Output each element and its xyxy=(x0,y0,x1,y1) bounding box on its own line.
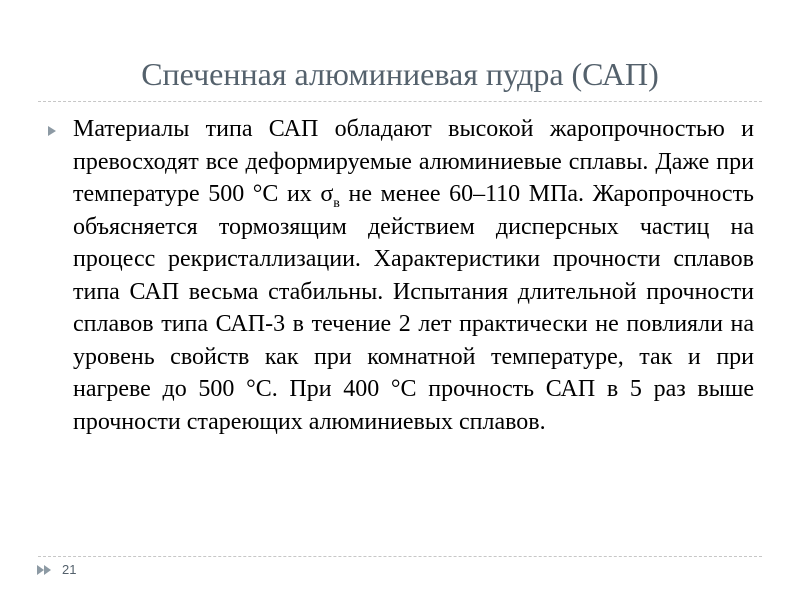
title-divider xyxy=(38,101,762,102)
chevron-right-icon xyxy=(37,565,44,575)
slide-content xyxy=(46,113,754,438)
footer-divider xyxy=(38,556,762,557)
triangle-bullet-icon xyxy=(48,126,56,136)
double-chevron-icon xyxy=(37,565,53,576)
body-text-part1: Материалы типа САП обладают высокой жаропрочностью и превосходят все деформируемые алюминиевые сплавы. Даже при температуре 500 °С их σ xyxy=(73,116,754,207)
body-text-part2: не менее 60–110 МПа. Жаропрочность объясняется тормозящим действием дисперсных частиц на процесс рекристаллизации. Характеристики прочности сплавов типа САП весьма стабильны. Испытания длительной прочности сплавов типа САП-3 в течение 2 лет практически не повлияли на уровень свойств как при комнатной температуре, так и при нагреве до 500 °С. При 400 °С прочность САП в 5 раз выше прочности стареющих алюминиевых сплавов. xyxy=(73,181,754,435)
sigma-subscript: в xyxy=(333,195,340,211)
body-paragraph xyxy=(73,113,754,438)
slide-title: Спеченная алюминиевая пудра (САП) xyxy=(141,56,659,92)
page-number: 21 xyxy=(62,562,77,577)
chevron-right-icon xyxy=(44,565,51,575)
